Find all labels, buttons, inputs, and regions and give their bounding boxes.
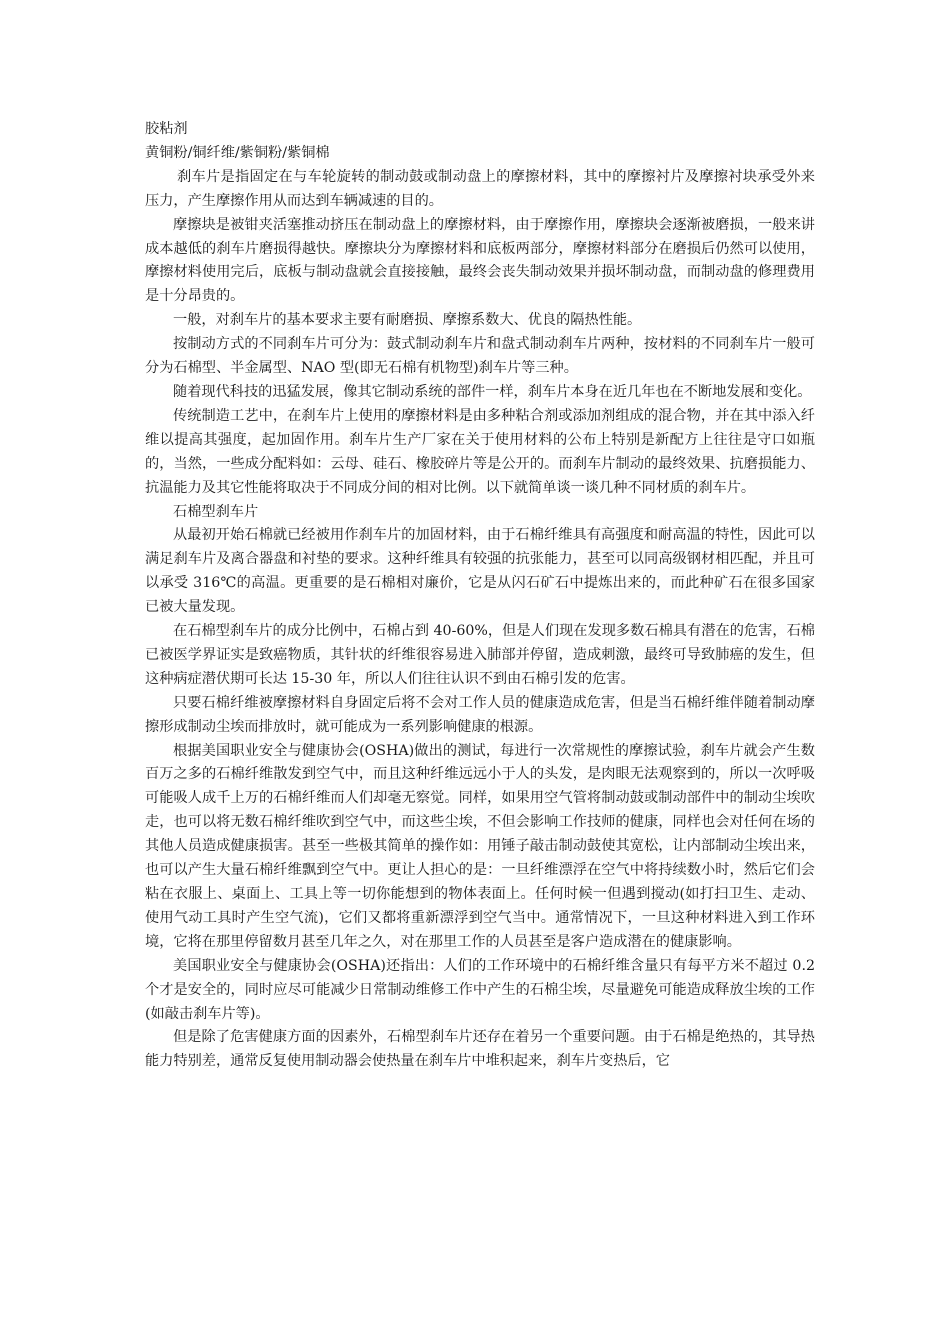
paragraph-heat-problem: 但是除了危害健康方面的因素外，石棉型刹车片还存在着另一个重要问题。由于石棉是绝热的，其导热能力特别差，通常反复使用制动器会使热量在刹车片中堆积起来，刹车片变热后，它 xyxy=(145,1029,815,1070)
document-body xyxy=(145,118,815,1074)
paragraph-asbestos-origin: 从最初开始石棉就已经被用作刹车片的加固材料，由于石棉纤维具有高强度和耐高温的特性，因此可以满足刹车片及离合器盘和衬垫的要求。这种纤维具有较强的抗张能力，甚至可以同高级钢材相匹配，并且可以承受 316℃的高温。更重要的是石棉相对廉价，它是从闪石矿石中提炼出来的，而此种矿石在很多国家已被大量发现。 xyxy=(145,527,815,616)
paragraph-development: 随着现代科技的迅猛发展，像其它制动系统的部件一样，刹车片本身在近几年也在不断地发展和变化。 xyxy=(173,383,812,400)
paragraph-traditional-process: 传统制造工艺中，在刹车片上使用的摩擦材料是由多种粘合剂或添加剂组成的混合物，并在其中添入纤维以提高其强度，起加固作用。刹车片生产厂家在关于使用材料的公布上特别是新配方上往往是守口如瓶的，当然，一些成分配料如：云母、硅石、橡胶碎片等是公开的。而刹车片制动的最终效果、抗磨损能力、抗温能力及其它性能将取决于不同成分间的相对比例。以下就简单谈一谈几种不同材质的刹车片。 xyxy=(145,407,815,496)
paragraph-friction-block: 摩擦块是被钳夹活塞推动挤压在制动盘上的摩擦材料，由于摩擦作用，摩擦块会逐渐被磨损，一般来讲成本越低的刹车片磨损得越快。摩擦块分为摩擦材料和底板两部分，摩擦材料部分在磨损后仍然可以使用，摩擦材料使用完后，底板与制动盘就会直接接触，最终会丧失制动效果并损坏制动盘，而制动盘的修理费用是十分昂贵的。 xyxy=(145,216,815,305)
paragraph-definition: 刹车片是指固定在与车轮旋转的制动鼓或制动盘上的摩擦材料，其中的摩擦衬片及摩擦衬块承受外来压力，产生摩擦作用从而达到车辆减速的目的。 xyxy=(145,168,815,209)
heading-copper-materials: 黄铜粉/铜纤维/紫铜粉/紫铜棉 xyxy=(145,144,330,161)
section-heading-asbestos: 石棉型刹车片 xyxy=(173,503,259,520)
heading-adhesive: 胶粘剂 xyxy=(145,121,188,137)
paragraph-asbestos-dust: 只要石棉纤维被摩擦材料自身固定后将不会对工作人员的健康造成危害，但是当石棉纤维伴随着制动摩擦形成制动尘埃而排放时，就可能成为一系列影响健康的根源。 xyxy=(145,694,815,735)
paragraph-osha-limit: 美国职业安全与健康协会(OSHA)还指出：人们的工作环境中的石棉纤维含量只有每平方米不超过 0.2 个才是安全的，同时应尽可能减少日常制动维修工作中产生的石棉尘埃，尽量避免可能造成释放尘埃的工作(如敲击刹车片等)。 xyxy=(145,957,815,1022)
paragraph-classification: 按制动方式的不同刹车片可分为：鼓式制动刹车片和盘式制动刹车片两种，按材料的不同刹车片一般可分为石棉型、半金属型、NAO 型(即无石棉有机物型)刹车片等三种。 xyxy=(145,336,815,377)
paragraph-asbestos-hazard: 在石棉型刹车片的成分比例中，石棉占到 40-60%，但是人们现在发现多数石棉具有潜在的危害，石棉已被医学界证实是致癌物质，其针状的纤维很容易进入肺部并停留，造成刺激，最终可导致肺癌的发生，但这种病症潜伏期可长达 15-30 年，所以人们往往认识不到由石棉引发的危害。 xyxy=(145,623,815,687)
paragraph-requirements: 一般，对刹车片的基本要求主要有耐磨损、摩擦系数大、优良的隔热性能。 xyxy=(173,312,642,329)
paragraph-osha-test: 根据美国职业安全与健康协会(OSHA)做出的测试，每进行一次常规性的摩擦试验，刹车片就会产生数百万之多的石棉纤维散发到空气中，而且这种纤维远远小于人的头发，是肉眼无法观察到的，所以一次呼吸可能吸人成千上万的石棉纤维而人们却毫无察觉。同样，如果用空气管将制动鼓或制动部件中的制动尘埃吹走，也可以将无数石棉纤维吹到空气中，而这些尘埃，不但会影响工作技师的健康，同样也会对任何在场的其他人员造成健康损害。甚至一些极其简单的操作如：用锤子敲击制动鼓使其宽松，让内部制动尘埃出来，也可以产生大量石棉纤维飘到空气中。更让人担心的是：一旦纤维漂浮在空气中将持续数小时，然后它们会粘在衣服上、桌面上、工具上等一切你能想到的物体表面上。任何时候一但遇到搅动(如打扫卫生、走动、使用气动工具时产生空气流)，它们又都将重新漂浮到空气当中。通常情况下，一旦这种材料进入到工作环境，它将在那里停留数月甚至几年之久，对在那里工作的人员甚至是客户造成潜在的健康影响。 xyxy=(145,742,815,950)
